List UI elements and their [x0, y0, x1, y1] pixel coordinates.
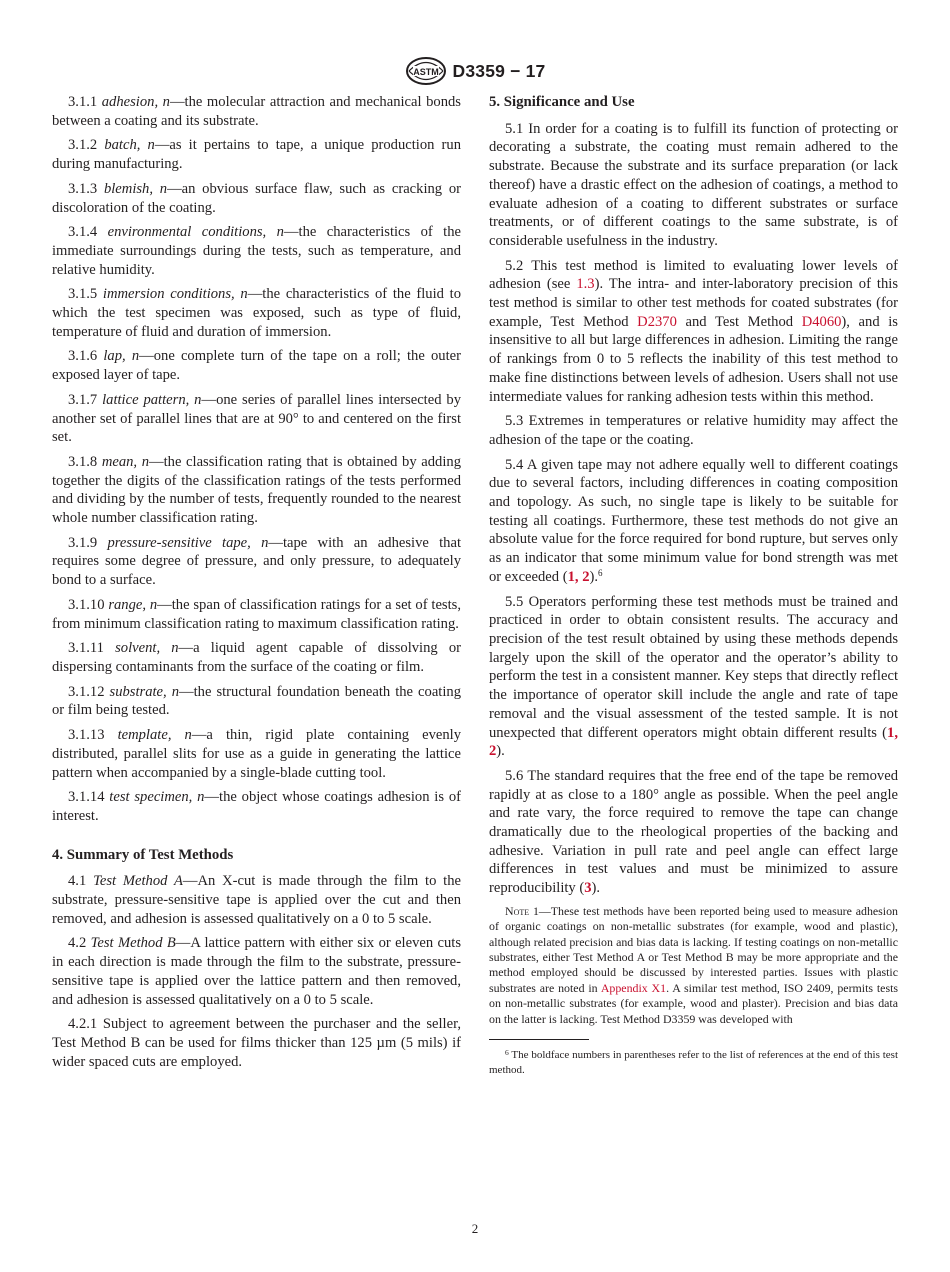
section-4-heading: 4. Summary of Test Methods — [52, 846, 234, 863]
astm-logo-icon — [405, 56, 447, 86]
definition-3-1-13: 3.1.13 template, n—a thin, rigid plate containing evenly distributed, parallel slits for use as a guide in generating the lattice pattern when accompanied by a single-blade cutting tool. — [52, 727, 461, 781]
definition-3-1-8: 3.1.8 mean, n—the classification rating that is obtained by adding together the digits of the classification ratings of the tests performed and dividing by the number of tests, frequently rounded to the nearest whole number classification rating. — [52, 453, 461, 527]
section-5-heading: 5. Significance and Use — [489, 94, 635, 110]
paragraph-4-2-1: 4.2.1 Subject to agreement between the purchaser and the seller, Test Method B can be used for films thicker than 125 µm (5 mils) if wider spaced cuts are employed. — [52, 1016, 461, 1070]
svg-text:ASTM: ASTM — [412, 67, 439, 77]
definition-3-1-4: 3.1.4 environmental conditions, n—the characteristics of the immediate surroundings during the tests, such as temperature, and relative humidity. — [52, 224, 461, 278]
footnote-divider — [489, 1039, 589, 1040]
reference-link[interactable]: 1, 2 — [567, 568, 590, 585]
definition-3-1-12: 3.1.12 substrate, n—the structural foundation beneath the coating or film being tested. — [52, 683, 462, 719]
link-appendix-x1[interactable]: Appendix X1 — [600, 980, 667, 995]
paragraph-5-4: 5.4 A given tape may not adhere equally well to different coatings due to several factors, including differences in coating composition and topology. As such, no single tape is likely to be suitable for testing all coatings. Furthermore, these test methods do not give an absolute value for the force required for bond rupture, but serves only as an indicator that some minimum value for bond strength was met or exceeded (1, 2).$^6$ — [489, 456, 898, 585]
definition-3-1-5: 3.1.5 immersion conditions, n—the characteristics of the fluid to which the test specimen was exposed, such as type of fluid, temperature of fluid and duration of immersion. — [52, 286, 461, 340]
paragraph-4-2: 4.2 Test Method B—A lattice pattern with either six or eleven cuts in each direction is made through the film to the substrate, pressure-sensitive tape is applied over the lattice pattern and then removed, and adhesion is assessed qualitatively on a 0 to 5 scale. — [52, 935, 462, 1008]
paragraph-5-3: 5.3 Extremes in temperatures or relative humidity may affect the adhesion of the tape or the coating. — [489, 413, 898, 448]
paragraph-5-2: 5.2 This test method is limited to evaluating lower levels of adhesion (see 1.3). The intra- and inter-laboratory precision of this test method is similar to other test methods for coated substrates (for example, Test Method D2370 and Test Method D4060), and is insensitive to all but large differences in adhesion. Limiting the range of rankings from 0 to 5 reflects the inability of this test method to make fine distinctions between levels of adhesion. Users shall not use intermediate values for ranking adhesion tests within this method. — [489, 257, 899, 405]
reference-link[interactable]: 1, 2 — [489, 724, 898, 760]
definition-3-1-1: 3.1.1 adhesion, n—the molecular attraction and mechanical bonds between a coating and its substrate. — [52, 94, 461, 129]
link-section-1-3[interactable]: 1.3 — [576, 276, 595, 293]
page-header — [0, 56, 950, 86]
document-id: D3359 − 17 — [452, 60, 546, 81]
right-column — [489, 93, 898, 1083]
paragraph-5-1: 5.1 In order for a coating is to fulfill its function of protecting or decorating a substrate, the coating must remain adhered to the substrate. Because the substrate and its surface preparation (or lack thereof) have a drastic effect on the adhesion of coatings, a method to evaluate adhesion of a coating to different substrates or surface treatments, or of different coatings to the same substrate, is of considerable usefulness in the industry. — [489, 120, 898, 249]
link-d2370[interactable]: D2370 — [637, 313, 677, 330]
definitions-list — [52, 93, 461, 826]
paragraph-5-5: 5.5 Operators performing these test methods must be trained and practiced in order to obtain consistent results. The accuracy and precision of the test result obtained by using these methods depends largely upon the skill of the operator and the operator’s ability to perform the test in a consistent manner. Key steps that directly reflect the importance of operator skill include the angle and rate of tape removal and the visual assessment of the tested sample. It is not unexpected that different operators might obtain different results (1, 2). — [489, 593, 898, 760]
reference-link[interactable]: 3 — [584, 880, 592, 897]
definition-3-1-11: 3.1.11 solvent, n—a liquid agent capable of dissolving or dispersing contaminants from the surface of the coating or film. — [52, 640, 462, 675]
paragraph-4-1: 4.1 Test Method A—An X-cut is made through the film to the substrate, pressure-sensitive tape is applied over the cut and then removed, and adhesion is assessed qualitatively on a 0 to 5 scale. — [52, 873, 462, 927]
note-1: Note 1—These test methods have been reported being used to measure adhesion of organic coatings on non-metallic substrates (for example, wood and plastic), although related precision and bias data is lacking. If testing coatings on non-metallic substrates, either Test Method A or Test Method B may be more appropriate and the method employed should be discussed by interested parties. Issues with plastic substrates are noted in Appendix X1. A similar test method, ISO 2409, permits tests on non-metallic substrates (for example, wood and plaster). Precision and bias data on the latter is lacking. Test Method D3359 was developed with — [489, 903, 898, 1026]
definition-3-1-10: 3.1.10 range, n—the span of classification ratings for a set of tests, from minimum classification rating to maximum classification rating. — [52, 596, 461, 632]
link-d4060[interactable]: D4060 — [801, 313, 842, 330]
definition-3-1-6: 3.1.6 lap, n—one complete turn of the tape on a roll; the outer exposed layer of tape. — [52, 348, 461, 384]
definition-3-1-2: 3.1.2 batch, n—as it pertains to tape, a unique production run during manufacturing. — [52, 137, 461, 173]
definition-3-1-7: 3.1.7 lattice pattern, n—one series of parallel lines intersected by another set of parallel lines that are at 90° to and centered on the first set. — [52, 391, 462, 446]
definition-3-1-14: 3.1.14 test specimen, n—the object whose coatings adhesion is of interest. — [52, 789, 461, 824]
definition-3-1-3: 3.1.3 blemish, n—an obvious surface flaw, such as cracking or discoloration of the coating. — [52, 180, 462, 216]
page-number: 2 — [471, 1221, 479, 1236]
left-column — [52, 93, 461, 1077]
footnote-6: $^6$ The boldface numbers in parentheses refer to the list of references at the end of this test method. — [489, 1048, 898, 1076]
paragraph-5-6: 5.6 The standard requires that the free end of the tape be removed rapidly at as close to a 180° angle as possible. When the peel angle and rate vary, the force required to remove the tape can change dramatically due to the rheological properties of the backing and adhesive. Variation in pull rate and peel angle can effect large differences in test values and must be minimized to assure reproducibility (3). — [489, 767, 898, 897]
definition-3-1-9: 3.1.9 pressure-sensitive tape, n—tape with an adhesive that requires some degree of pressure, and only pressure, to adequately bond to a surface. — [52, 534, 462, 589]
footnote-marker[interactable]: 6 — [598, 567, 603, 578]
